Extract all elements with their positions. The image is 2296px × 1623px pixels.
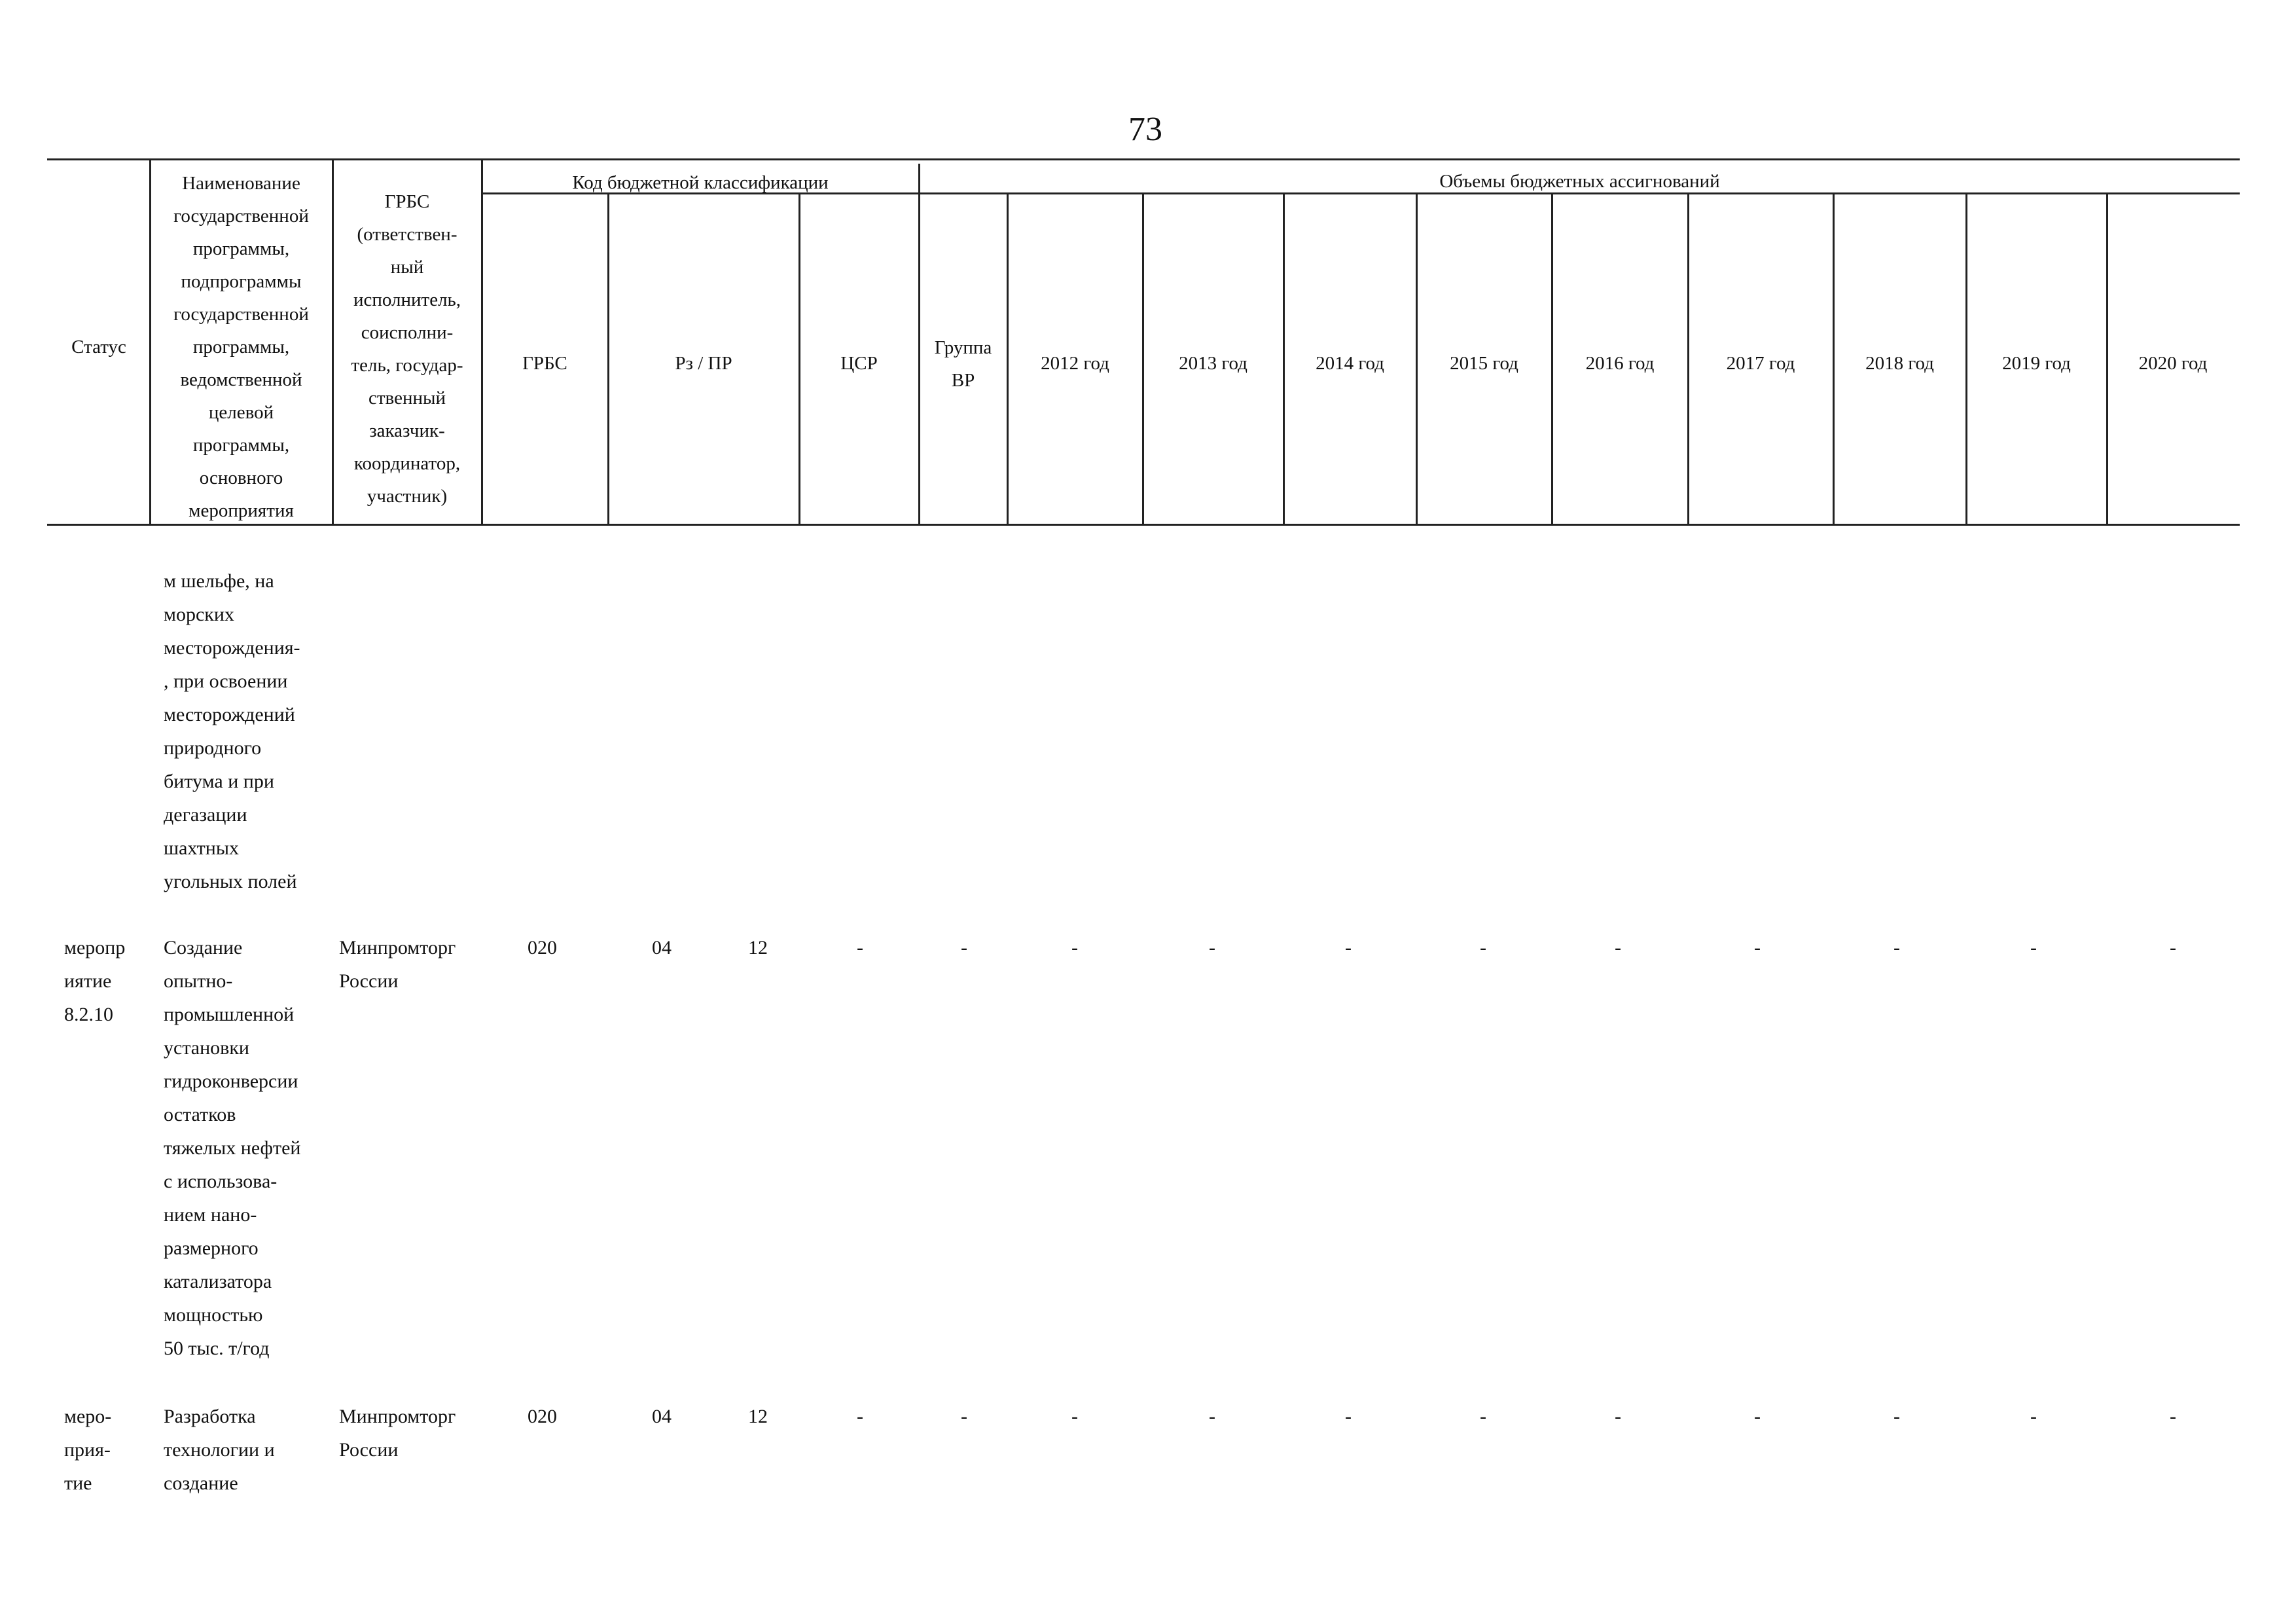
- header-year: 2013 год: [1179, 353, 1247, 374]
- row-dash: -: [1071, 1406, 1078, 1427]
- row-dash: -: [1480, 937, 1486, 958]
- header-year: 2018 год: [1865, 353, 1934, 374]
- header-year: 2020 год: [2138, 353, 2208, 374]
- row-dash: -: [1071, 937, 1078, 958]
- row-dash: -: [1615, 937, 1621, 958]
- header-year: 2016 год: [1585, 353, 1655, 374]
- row-pr: 12: [748, 937, 768, 958]
- header-year: 2012 год: [1041, 353, 1109, 374]
- row-dash: -: [1893, 937, 1900, 958]
- row-dash: -: [1345, 937, 1352, 958]
- header-program-name: Наименование государственной программы, подпрограммы государственной программы, ведомственной целевой программы, основного мероприятия: [173, 173, 309, 521]
- row-dash: -: [1345, 1406, 1352, 1427]
- row-dash: -: [961, 1406, 967, 1427]
- row-grbs: 020: [528, 937, 557, 958]
- row-rz: 04: [652, 937, 672, 958]
- row-dash: -: [1209, 937, 1215, 958]
- header-year: 2019 год: [2002, 353, 2071, 374]
- row-dash: -: [1754, 1406, 1761, 1427]
- page-number: 73: [1128, 111, 1162, 148]
- row-grbs-responsible: Минпромторг России: [339, 937, 456, 992]
- header-volumes-group: Объемы бюджетных ассигнований: [1439, 171, 1720, 192]
- row-dash: -: [961, 937, 967, 958]
- row-rz: 04: [652, 1406, 672, 1427]
- row-dash: -: [1893, 1406, 1900, 1427]
- header-year: 2014 год: [1316, 353, 1384, 374]
- row-dash: -: [2170, 937, 2176, 958]
- header-code-csr: ЦСР: [840, 353, 878, 374]
- row-status: меропр иятие 8.2.10: [64, 937, 126, 1025]
- row-dash: -: [857, 937, 863, 958]
- row-name: Разработка технологии и создание: [164, 1406, 275, 1494]
- header-status: Статус: [71, 337, 126, 357]
- row-dash: -: [1209, 1406, 1215, 1427]
- header-budget-code-group: Код бюджетной классификации: [572, 172, 829, 193]
- header-year: 2015 год: [1450, 353, 1518, 374]
- col-divider: [481, 158, 483, 525]
- header-group-vr: Группа ВР: [934, 337, 992, 391]
- header-code-grbs: ГРБС: [522, 353, 567, 374]
- row-dash: -: [2030, 937, 2037, 958]
- row-pr: 12: [748, 1406, 768, 1427]
- header-code-rz-pr: Рз / ПР: [675, 353, 732, 374]
- row-dash: -: [2170, 1406, 2176, 1427]
- continuation-text: м шельфе, на морских месторождения- , при освоении месторождений природного битума и при дегазации шахтных угольных полей: [164, 570, 300, 892]
- row-dash: -: [2030, 1406, 2037, 1427]
- row-grbs-responsible: Минпромторг России: [339, 1406, 456, 1461]
- row-dash: -: [1615, 1406, 1621, 1427]
- row-status: меро- прия- тие: [64, 1406, 112, 1494]
- row-dash: -: [1754, 937, 1761, 958]
- row-dash: -: [857, 1406, 863, 1427]
- row-grbs: 020: [528, 1406, 557, 1427]
- header-grbs-responsible: ГРБС (ответствен- ный исполнитель, соисполни- тель, государ- ственный заказчик- координатор, участник): [351, 191, 463, 507]
- row-dash: -: [1480, 1406, 1486, 1427]
- header-year: 2017 год: [1726, 353, 1795, 374]
- header-top-border: [47, 158, 2240, 160]
- row-name: Создание опытно- промышленной установки гидроконверсии остатков тяжелых нефтей с использова- нием нано- размерного катализатора мощностью 50 тыс. т/год: [164, 937, 301, 1359]
